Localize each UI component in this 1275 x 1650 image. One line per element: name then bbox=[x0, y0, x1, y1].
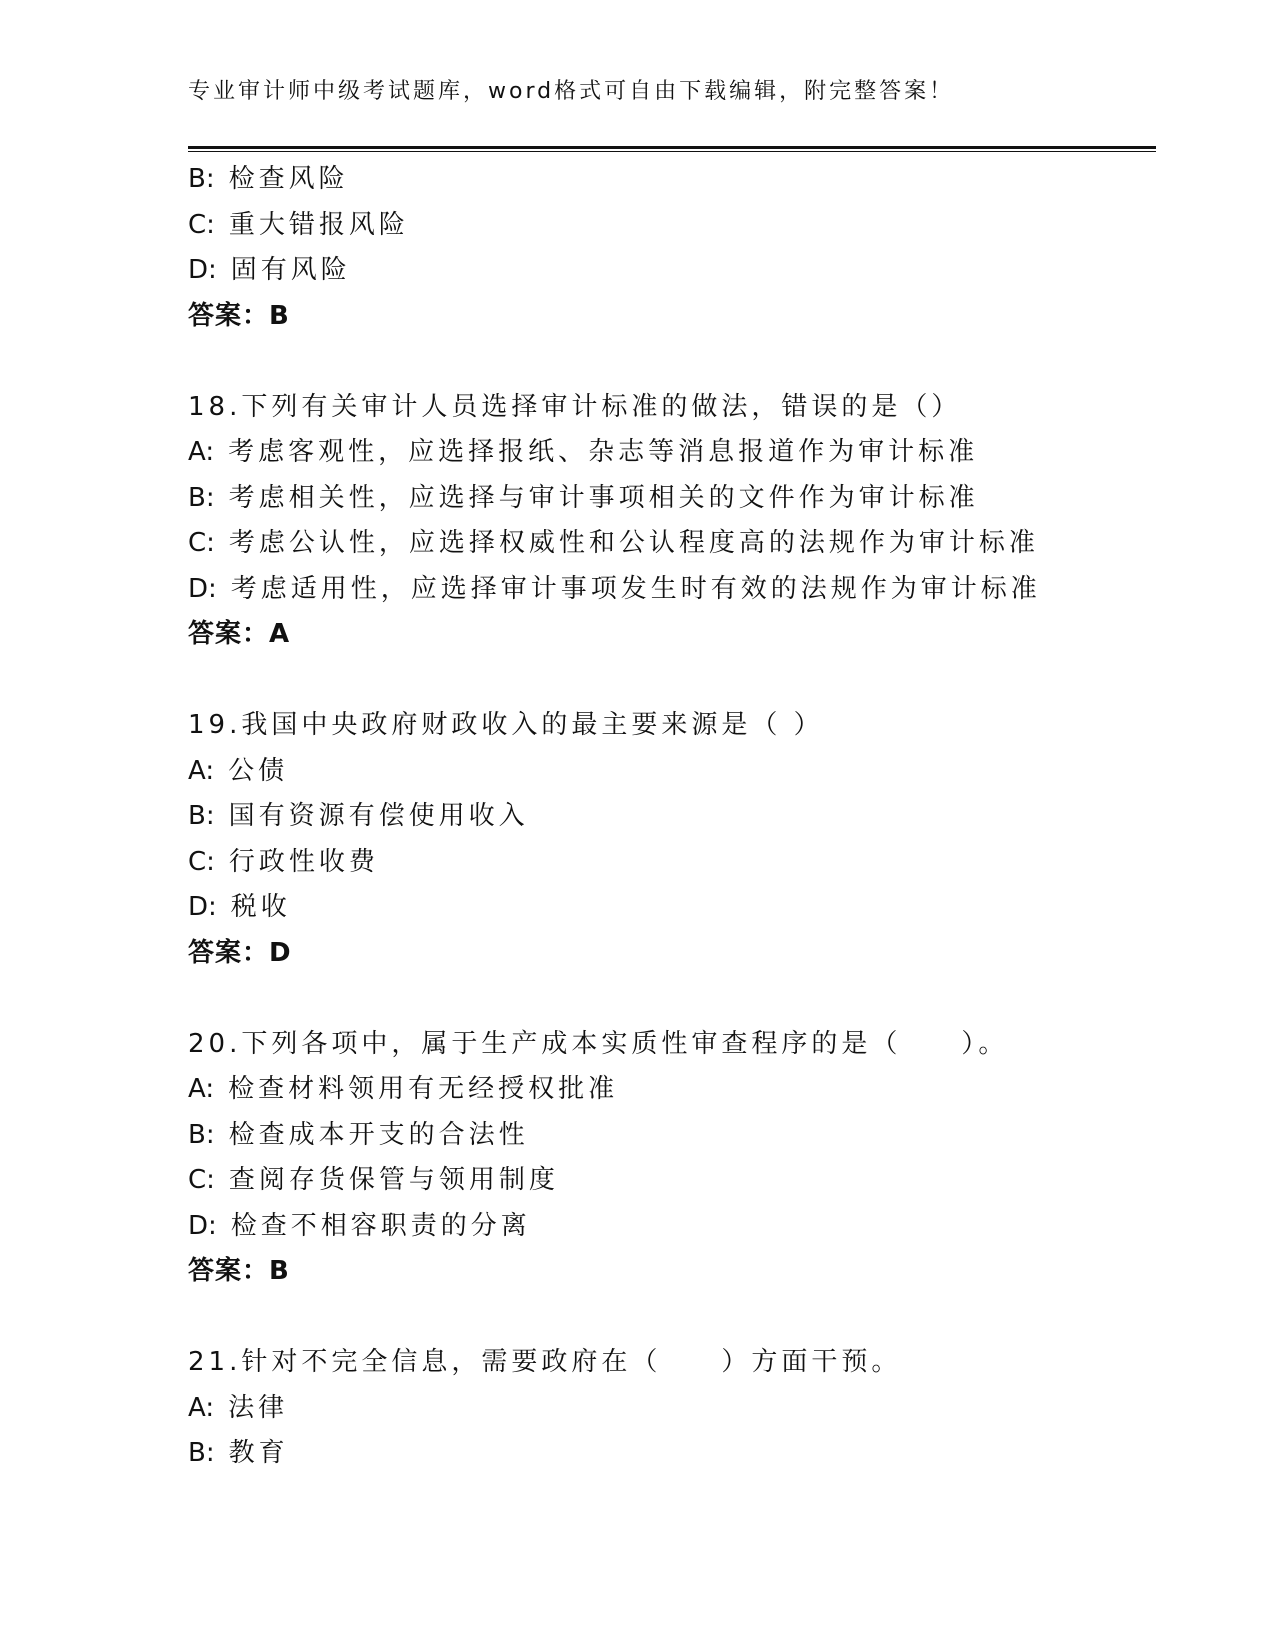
question-list bbox=[188, 157, 1156, 1477]
option-label: C: bbox=[188, 528, 215, 558]
block-spacer bbox=[188, 1295, 1156, 1341]
answer-line: 答案：A bbox=[188, 619, 291, 649]
option-label: A: bbox=[188, 437, 215, 467]
option-text: 检查不相容职责的分离 bbox=[230, 1210, 531, 1241]
option-line bbox=[188, 157, 1156, 203]
option-label: A: bbox=[188, 1392, 215, 1423]
option-text: 固有风险 bbox=[230, 255, 351, 285]
option-text: 行政性收费 bbox=[228, 846, 379, 877]
option-line bbox=[188, 749, 1156, 795]
option-text: 检查风险 bbox=[228, 164, 349, 194]
question-text: 20.下列各项中，属于生产成本实质性审查程序的是（ ）。 bbox=[188, 1028, 1009, 1059]
header-rule-thick bbox=[188, 146, 1156, 149]
option-label: D: bbox=[188, 255, 217, 285]
option-text: 检查材料领用有无经授权批准 bbox=[228, 1074, 619, 1104]
option-line bbox=[188, 1204, 1156, 1250]
option-text: 税收 bbox=[230, 892, 291, 922]
option-text: 公债 bbox=[228, 755, 289, 786]
question-text: 19.我国中央政府财政收入的最主要来源是（ ） bbox=[188, 710, 824, 740]
option-text: 考虑适用性，应选择审计事项发生时有效的法规作为审计标准 bbox=[230, 573, 1041, 604]
option-text: 国有资源有偿使用收入 bbox=[228, 801, 529, 831]
option-line bbox=[188, 430, 1156, 476]
option-label: C: bbox=[188, 846, 215, 877]
question-text: 21.针对不完全信息，需要政府在（ ）方面干预。 bbox=[188, 1347, 902, 1377]
option-line bbox=[188, 521, 1156, 567]
question-block bbox=[188, 1340, 1156, 1477]
option-label: C: bbox=[188, 1165, 215, 1195]
question-block bbox=[188, 1022, 1156, 1295]
option-line bbox=[188, 1431, 1156, 1477]
option-label: A: bbox=[188, 1074, 215, 1104]
option-label: D: bbox=[188, 1210, 217, 1241]
option-label: D: bbox=[188, 573, 217, 604]
option-label: D: bbox=[188, 892, 217, 922]
option-text: 查阅存货保管与领用制度 bbox=[228, 1165, 559, 1195]
answer-line: 答案：D bbox=[188, 937, 292, 968]
option-label: A: bbox=[188, 755, 215, 786]
option-line bbox=[188, 248, 1156, 294]
option-line bbox=[188, 476, 1156, 522]
option-label: B: bbox=[188, 801, 215, 831]
option-line bbox=[188, 794, 1156, 840]
question-block bbox=[188, 157, 1156, 339]
option-label: C: bbox=[188, 209, 215, 240]
option-text: 法律 bbox=[228, 1392, 289, 1423]
option-label: B: bbox=[188, 482, 215, 513]
option-line bbox=[188, 1158, 1156, 1204]
page-header: 专业审计师中级考试题库，word格式可自由下载编辑，附完整答案！ bbox=[188, 79, 955, 104]
option-line bbox=[188, 885, 1156, 931]
answer-line: 答案：B bbox=[188, 300, 290, 331]
block-spacer bbox=[188, 658, 1156, 704]
question-block bbox=[188, 385, 1156, 658]
option-line bbox=[188, 567, 1156, 613]
question-block bbox=[188, 703, 1156, 976]
header-rule-thin bbox=[188, 151, 1156, 152]
option-line bbox=[188, 840, 1156, 886]
option-text: 考虑相关性，应选择与审计事项相关的文件作为审计标准 bbox=[228, 482, 979, 513]
block-spacer bbox=[188, 976, 1156, 1022]
answer-line: 答案：B bbox=[188, 1256, 290, 1286]
option-line bbox=[188, 1386, 1156, 1432]
block-spacer bbox=[188, 339, 1156, 385]
option-label: B: bbox=[188, 1119, 215, 1150]
option-text: 检查成本开支的合法性 bbox=[228, 1119, 529, 1150]
option-label: B: bbox=[188, 164, 215, 194]
option-line bbox=[188, 1113, 1156, 1159]
option-text: 重大错报风险 bbox=[228, 209, 409, 240]
option-line bbox=[188, 203, 1156, 249]
option-line bbox=[188, 1067, 1156, 1113]
option-text: 考虑公认性，应选择权威性和公认程度高的法规作为审计标准 bbox=[228, 528, 1039, 558]
question-text: 18.下列有关审计人员选择审计标准的做法，错误的是（） bbox=[188, 391, 962, 422]
option-text: 考虑客观性，应选择报纸、杂志等消息报道作为审计标准 bbox=[228, 437, 979, 467]
option-label: B: bbox=[188, 1438, 215, 1468]
option-text: 教育 bbox=[228, 1438, 289, 1468]
